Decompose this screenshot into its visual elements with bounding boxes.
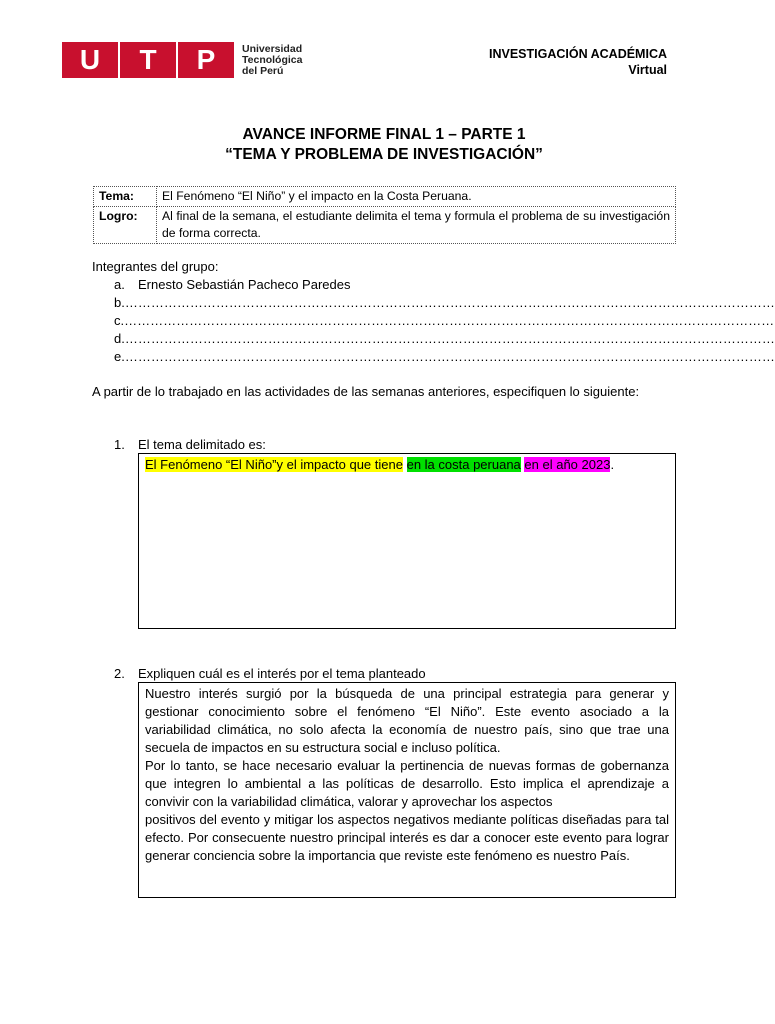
q1-label: El tema delimitado es: (138, 437, 266, 452)
tema-row (94, 187, 676, 207)
logo-letter-p: P (178, 42, 234, 78)
q2-heading (114, 665, 426, 683)
q2-paragraph-3: positivos del evento y mitigar los aspectos negativos mediante políticas diseñadas para tal efecto. Por consecuente nuestro principal interés es dar a conocer este evento para lograr generar conciencia sobre la importancia que reviste este fenómeno es nuestro País. (145, 812, 669, 863)
q2-label: Expliquen cuál es el interés por el tema planteado (138, 666, 426, 681)
member-blank-line: …………………………………………………………………………………………………………………………………… (124, 295, 775, 310)
logo-line-2: Tecnológica (242, 53, 303, 66)
member-row-b (114, 294, 775, 312)
utp-logo (62, 42, 302, 78)
member-row-d (114, 330, 775, 348)
group-heading: Integrantes del grupo: (92, 259, 219, 274)
logo-university-name (242, 44, 302, 77)
member-row-c (114, 312, 775, 330)
member-blank-line: …………………………………………………………………………………………………………………………………… (124, 313, 775, 328)
member-blank-line: …………………………………………………………………………………………………………………………………… (124, 349, 775, 364)
member-row-a (114, 276, 674, 294)
header-course-info (489, 46, 667, 78)
member-marker: b. (114, 295, 125, 310)
q2-answer-box (138, 682, 676, 898)
member-marker: a. (114, 277, 125, 292)
member-list (114, 276, 775, 366)
document-subtitle: “TEMA Y PROBLEMA DE INVESTIGACIÓN” (225, 146, 543, 163)
q1-highlight-green: en la costa peruana (406, 457, 521, 472)
q2-paragraph-1: Nuestro interés surgió por la búsqueda de una principal estrategia para generar y gestionar conocimiento sobre el fenómeno “El Niño”. Este evento asociado a la variabilidad climática, no solo afecta la economía de nuestro país, sino que trae una secuela de impactos en su estructura social e incluso política. (145, 686, 669, 755)
course-name: INVESTIGACIÓN ACADÉMICA (488, 47, 667, 61)
q1-highlight-magenta: en el año 2023 (524, 457, 611, 472)
logo-letter-u: U (62, 42, 118, 78)
q2-paragraph-2: Por lo tanto, se hace necesario evaluar la pertinencia de nuevas formas de gobernanza que integren lo ambiental a las políticas de desarrollo. Esto implica el aprendizaje a convivir con la variabilidad climática, valorar y aprovechar los aspectos (145, 758, 669, 809)
q1-answer-end: . (610, 457, 615, 472)
intro-paragraph: A partir de lo trabajado en las actividades de las semanas anteriores, especifiquen lo siguiente: (92, 384, 640, 399)
member-marker: e. (114, 349, 125, 364)
logo-line-1: Universidad (242, 42, 303, 55)
member-blank-line: …………………………………………………………………………………………………………………………………… (124, 331, 775, 346)
member-row-e (114, 348, 775, 366)
logro-label: Logro: (94, 207, 157, 244)
logro-value: Al final de la semana, el estudiante delimita el tema y formula el problema de su investigación de forma correcta. (157, 207, 676, 244)
logo-line-3: del Perú (242, 64, 284, 77)
q1-heading (114, 436, 266, 454)
course-mode: Virtual (628, 63, 667, 77)
info-table (93, 186, 676, 244)
q1-highlight-yellow: El Fenómeno “El Niño”y el impacto que tiene (145, 457, 403, 472)
logro-row (94, 207, 676, 244)
member-name: Ernesto Sebastián Pacheco Paredes (138, 277, 351, 292)
tema-label: Tema: (94, 187, 157, 207)
document-title: AVANCE INFORME FINAL 1 – PARTE 1 (242, 126, 526, 143)
q1-number: 1. (114, 437, 125, 452)
q1-answer-box (138, 453, 676, 629)
logo-letter-t: T (120, 42, 176, 78)
q1-answer (145, 456, 669, 474)
member-marker: c. (114, 313, 125, 328)
q2-number: 2. (114, 666, 125, 681)
member-marker: d. (114, 331, 125, 346)
tema-value: El Fenómeno “El Niño” y el impacto en la Costa Peruana. (157, 187, 676, 207)
